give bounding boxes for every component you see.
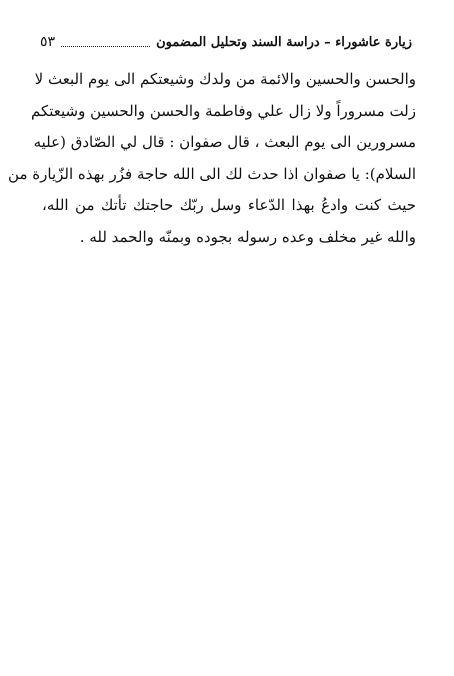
body-line: زلت مسروراً ولا زال علي وفاطمة والحسن والحسين وشيعتكم [30, 101, 416, 120]
body-line: والله غير مخلف وعده رسوله بجوده وبمنّه والحمد لله . [79, 227, 416, 246]
body-line: حيث كنت وادعُ بهذا الدّعاء وسل ربّك حاجتك تأتك من الله، [42, 196, 416, 214]
body-line: والحسن والحسين والائمة من ولدك وشيعتكم الى يوم البعث لا [34, 70, 416, 88]
page-number: ٥٣ [40, 34, 56, 50]
running-header [40, 30, 412, 54]
body-line: السلام): يا صفوان اذا حدث لك الى الله حاجة فزُر بهذه الزّيارة من [8, 164, 416, 183]
header-dot-leader [61, 45, 150, 47]
header-title: زيارة عاشوراء – دراسة السند وتحليل المضمون [156, 34, 412, 50]
body-line: مسرورين الى يوم البعث ، قال صفوان : قال لي الصّادق (عليه [33, 133, 416, 151]
body-text [8, 64, 416, 253]
